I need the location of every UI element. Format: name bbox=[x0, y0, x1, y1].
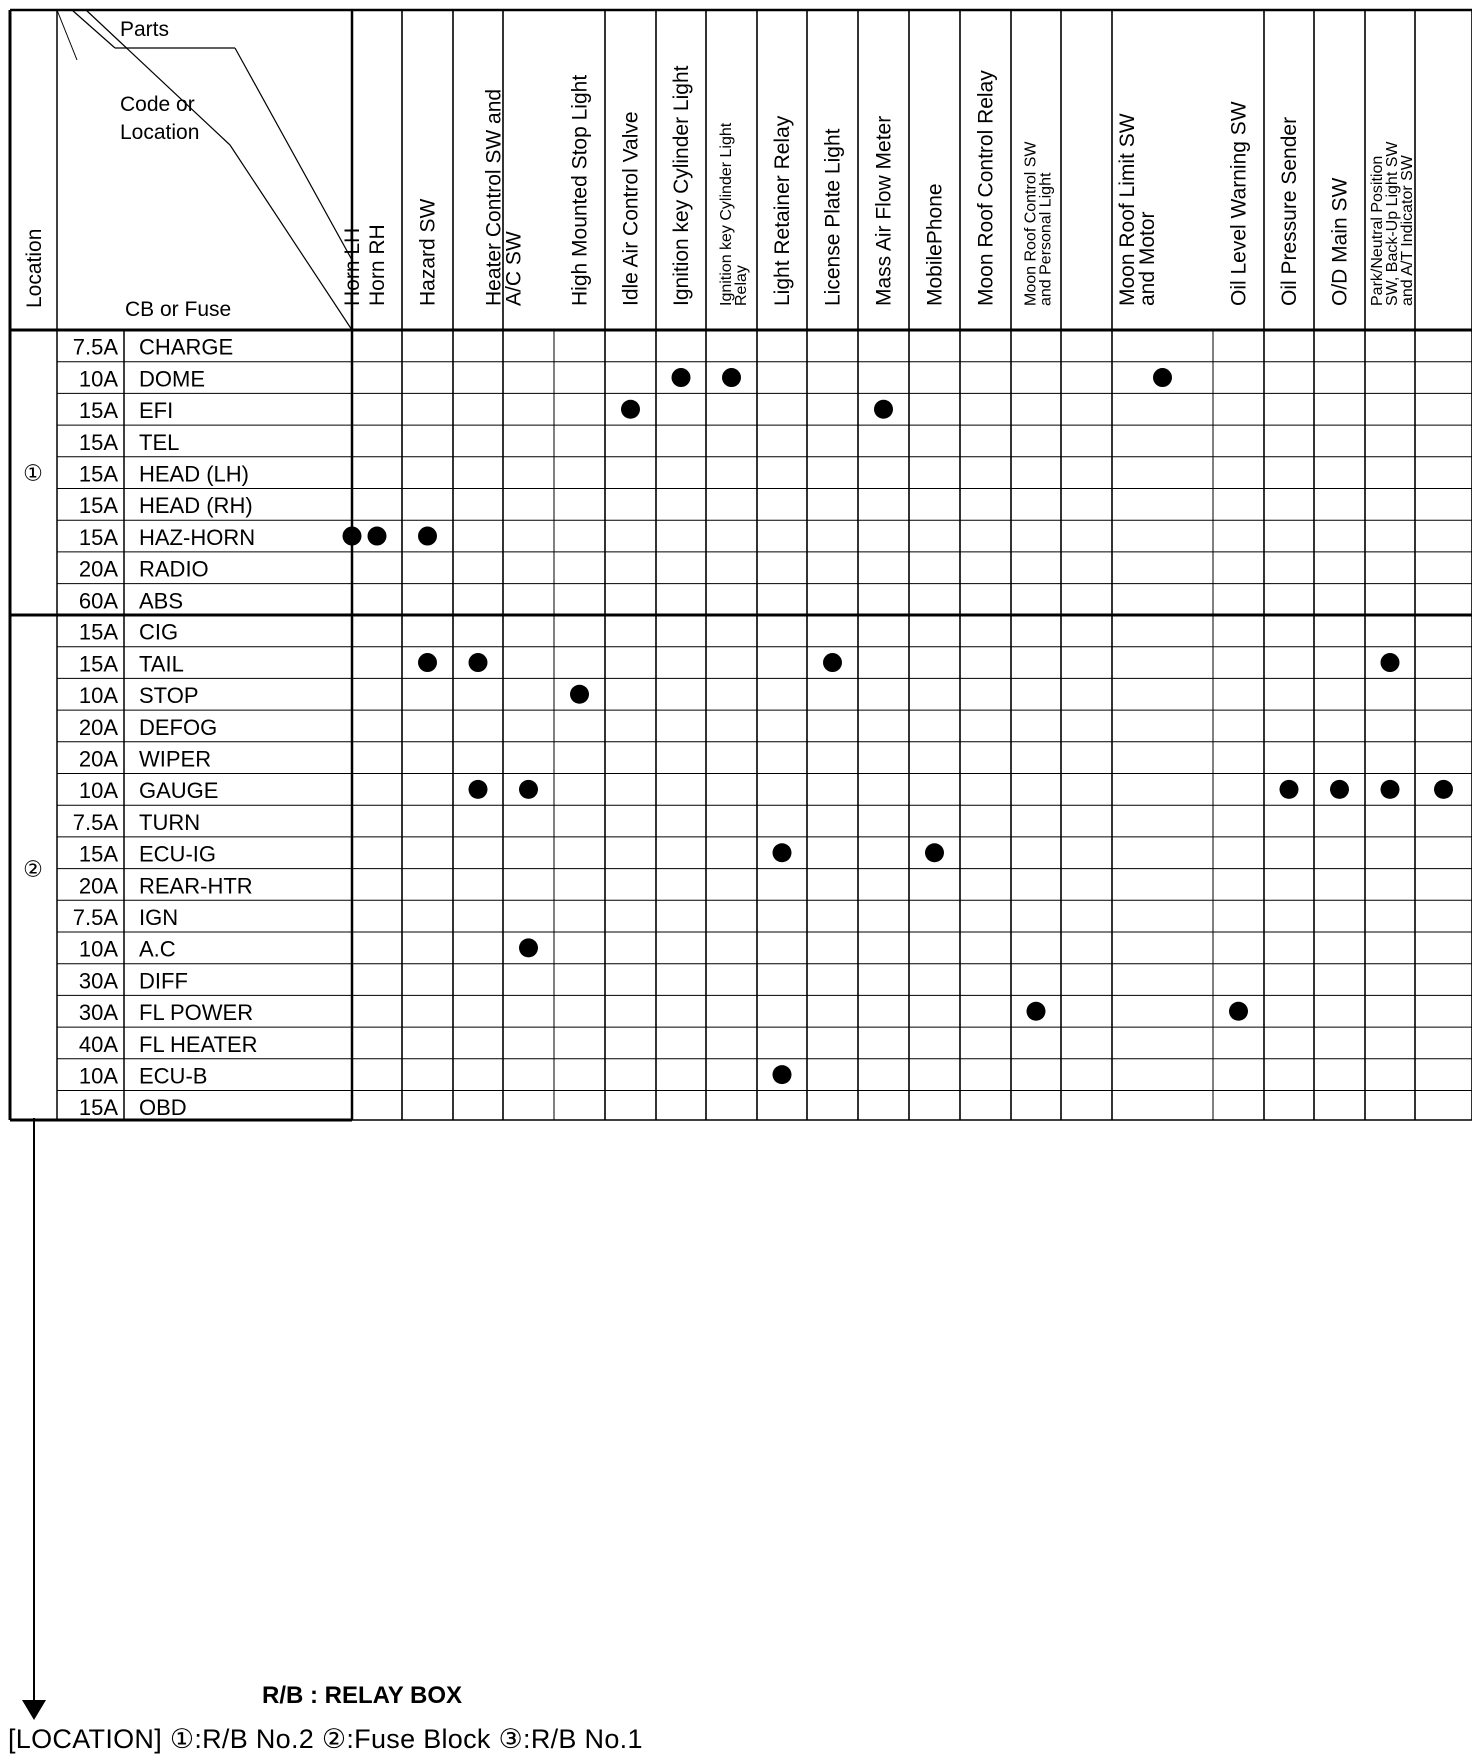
header-diagonal-line bbox=[235, 48, 352, 260]
column-header-18: SW, Back-Up Light SW bbox=[1384, 141, 1401, 306]
fuse-amperage: 15A bbox=[78, 524, 118, 550]
fuse-amperage: 15A bbox=[78, 1095, 118, 1121]
fuse-amperage: 15A bbox=[78, 651, 118, 677]
fuse-name: HEAD (RH) bbox=[139, 493, 253, 519]
fuse-name: TAIL bbox=[139, 651, 184, 677]
connection-dot bbox=[418, 653, 437, 672]
fuse-name: GAUGE bbox=[139, 778, 219, 804]
connection-dot bbox=[418, 527, 437, 546]
location-marker: ① bbox=[23, 460, 43, 486]
fuse-name: WIPER bbox=[139, 746, 212, 772]
fuse-name: IGN bbox=[139, 905, 179, 930]
location-label: Location bbox=[23, 228, 46, 308]
column-header-13: and Personal Light bbox=[1037, 172, 1055, 306]
column-header-16: Oil Pressure Sender bbox=[1278, 116, 1301, 306]
fuse-amperage: 15A bbox=[78, 398, 118, 424]
fuse-amperage: 15A bbox=[78, 841, 118, 867]
connection-dot bbox=[1280, 780, 1299, 799]
fuse-amperage: 7.5A bbox=[72, 809, 118, 835]
fuse-name: OBD bbox=[139, 1095, 187, 1121]
column-header-8: Light Retainer Relay bbox=[771, 115, 794, 306]
column-header-17: O/D Main SW bbox=[1328, 177, 1352, 306]
connection-dot bbox=[823, 653, 842, 672]
column-header-7: Ignition key Cylinder Light bbox=[718, 122, 735, 306]
connection-dot bbox=[1027, 1002, 1046, 1021]
fuse-amperage: 40A bbox=[78, 1031, 118, 1057]
fuse-name: RADIO bbox=[139, 556, 209, 582]
connection-dot bbox=[469, 653, 488, 672]
fuse-name: ECU-B bbox=[139, 1063, 208, 1089]
column-header-13: Moon Roof Control SW bbox=[1022, 141, 1040, 306]
column-header-0: Horn LH bbox=[341, 227, 364, 306]
relay-box-note: R/B : RELAY BOX bbox=[262, 1682, 463, 1709]
fuse-name: EFI bbox=[139, 398, 174, 424]
fuse-amperage: 20A bbox=[78, 746, 118, 772]
column-header-9: License Plate Light bbox=[821, 128, 845, 306]
connection-dot bbox=[368, 527, 387, 546]
fuse-amperage: 15A bbox=[78, 461, 118, 487]
connection-dot bbox=[621, 400, 640, 419]
column-header-14: Moon Roof Limit SW bbox=[1116, 113, 1139, 306]
fuse-amperage: 10A bbox=[78, 366, 118, 392]
fuse-name: REAR-HTR bbox=[139, 873, 253, 899]
column-header-3: Heater Control SW and bbox=[482, 88, 506, 306]
connection-dot bbox=[874, 400, 893, 419]
cb-or-fuse-label: CB or Fuse bbox=[125, 298, 232, 321]
fuse-amperage: 60A bbox=[78, 588, 118, 614]
connection-dot bbox=[773, 843, 792, 862]
connection-dot bbox=[773, 1065, 792, 1084]
column-header-12: Moon Roof Control Relay bbox=[974, 70, 998, 306]
fuse-name: ABS bbox=[139, 588, 184, 614]
location-legend: [LOCATION] ①:R/B No.2 ②:Fuse Block ③:R/B No.1 bbox=[8, 1724, 643, 1754]
connection-dot bbox=[1330, 780, 1349, 799]
fuse-amperage: 10A bbox=[78, 683, 118, 709]
fuse-amperage: 15A bbox=[78, 619, 118, 645]
column-header-18: and A/T Indicator SW bbox=[1399, 155, 1416, 306]
code-or-location-label: Location bbox=[120, 121, 200, 144]
fuse-amperage: 30A bbox=[78, 1000, 118, 1026]
connection-dot bbox=[1229, 1002, 1248, 1021]
connection-dot bbox=[469, 780, 488, 799]
column-header-2: Hazard SW bbox=[416, 198, 440, 306]
fuse-name: CIG bbox=[139, 619, 179, 645]
fuse-name: DEFOG bbox=[139, 714, 218, 740]
fuse-name: A.C bbox=[139, 936, 176, 962]
fuse-amperage: 20A bbox=[78, 873, 118, 899]
column-header-10: Mass Air Flow Meter bbox=[872, 115, 896, 306]
fuse-name: HEAD (LH) bbox=[139, 461, 250, 487]
column-header-7: Relay bbox=[733, 265, 750, 306]
connection-dot bbox=[1381, 780, 1400, 799]
column-header-3: A/C SW bbox=[502, 231, 526, 306]
column-header-5: Idle Air Control Valve bbox=[619, 111, 643, 306]
location-arrow-head-icon bbox=[22, 1700, 46, 1720]
column-header-4: High Mounted Stop Light bbox=[568, 74, 592, 306]
connection-dot bbox=[1153, 368, 1172, 387]
fuse-amperage: 7.5A bbox=[72, 334, 118, 360]
header-diagonal-line bbox=[230, 145, 352, 330]
fuse-amperage: 10A bbox=[78, 936, 118, 962]
fuse-name: DOME bbox=[139, 366, 205, 392]
column-header-11: MobilePhone bbox=[923, 183, 947, 306]
location-arrow-line bbox=[33, 1118, 35, 1710]
fuse-name: TEL bbox=[139, 429, 180, 455]
fuse-name: CHARGE bbox=[139, 334, 234, 360]
connection-dot bbox=[925, 843, 944, 862]
fuse-amperage: 15A bbox=[78, 493, 118, 519]
connection-dot bbox=[1434, 780, 1453, 799]
fuse-amperage: 7.5A bbox=[72, 905, 118, 930]
column-header-14: and Motor bbox=[1136, 211, 1159, 306]
connection-dot bbox=[672, 368, 691, 387]
fuse-name: STOP bbox=[139, 683, 199, 709]
code-or-location-label: Code or bbox=[120, 93, 195, 116]
connection-dot bbox=[570, 685, 589, 704]
fuse-name: FL POWER bbox=[139, 1000, 254, 1026]
column-header-1: Horn RH bbox=[366, 224, 389, 306]
header-diagonal-line bbox=[57, 10, 77, 60]
header-diagonal-line bbox=[72, 10, 115, 48]
connection-dot bbox=[519, 938, 538, 957]
parts-label: Parts bbox=[120, 18, 170, 41]
connection-dot bbox=[1381, 653, 1400, 672]
fuse-name: ECU-IG bbox=[139, 841, 216, 867]
connection-dot bbox=[519, 780, 538, 799]
fuse-amperage: 20A bbox=[78, 714, 118, 740]
connection-dot bbox=[343, 527, 362, 546]
fuse-amperage: 20A bbox=[78, 556, 118, 582]
fuse-name: HAZ-HORN bbox=[139, 524, 256, 550]
column-header-6: Ignition key Cylinder Light bbox=[670, 65, 693, 306]
fuse-amperage: 10A bbox=[78, 778, 118, 804]
connection-dot bbox=[722, 368, 741, 387]
column-header-18: Park/Neutral Position bbox=[1369, 155, 1386, 306]
fuse-name: DIFF bbox=[139, 968, 188, 994]
fuse-name: FL HEATER bbox=[139, 1031, 258, 1057]
location-marker: ② bbox=[23, 856, 43, 882]
column-header-15: Oil Level Warning SW bbox=[1227, 101, 1251, 306]
fuse-amperage: 30A bbox=[78, 968, 118, 994]
fuse-amperage: 15A bbox=[78, 429, 118, 455]
fuse-amperage: 10A bbox=[78, 1063, 118, 1089]
fuse-name: TURN bbox=[139, 809, 201, 835]
